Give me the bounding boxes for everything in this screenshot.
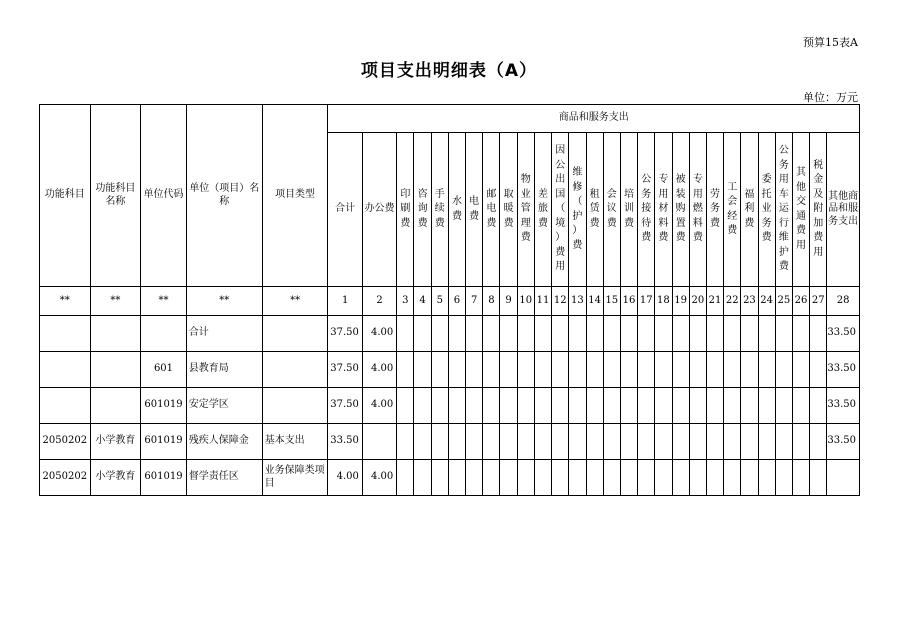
empty-cell — [603, 460, 620, 496]
total-cell: 37.50 — [328, 352, 362, 388]
header-col-26: 其 他 交 通 费 用 — [792, 133, 809, 287]
func-name-cell — [90, 388, 141, 424]
empty-cell — [655, 352, 672, 388]
empty-cell — [483, 388, 500, 424]
header-col-28: 其他商品和服务支出 — [827, 133, 860, 287]
empty-cell — [689, 388, 706, 424]
empty-cell — [775, 316, 792, 352]
empty-cell — [655, 316, 672, 352]
index-cell: ** — [262, 287, 328, 316]
empty-cell — [448, 316, 465, 352]
empty-cell — [758, 388, 775, 424]
empty-cell — [706, 352, 723, 388]
empty-cell — [500, 352, 517, 388]
index-cell: 3 — [397, 287, 414, 316]
unit-name-cell: 残疾人保障金 — [186, 424, 262, 460]
empty-cell — [414, 316, 431, 352]
unit-name-cell: 合计 — [186, 316, 262, 352]
empty-cell — [620, 424, 637, 460]
index-cell: 26 — [792, 287, 809, 316]
index-cell: 20 — [689, 287, 706, 316]
project-type-cell — [262, 352, 328, 388]
header-col-14: 租 赁 费 — [586, 133, 603, 287]
empty-cell — [792, 388, 809, 424]
unit-name-cell: 安定学区 — [186, 388, 262, 424]
empty-cell — [775, 388, 792, 424]
empty-cell — [620, 352, 637, 388]
header-unit-name: 单位（项目）名称 — [186, 105, 262, 287]
office-cell: 4.00 — [362, 388, 396, 424]
header-col-4: 咨 询 费 — [414, 133, 431, 287]
header-group: 商品和服务支出 — [328, 105, 860, 133]
func-name-cell — [90, 352, 141, 388]
empty-cell — [483, 352, 500, 388]
header-col-1: 合计 — [328, 133, 362, 287]
func-code-cell — [40, 352, 91, 388]
index-cell: ** — [186, 287, 262, 316]
header-func-code: 功能科目 — [40, 105, 91, 287]
empty-cell — [655, 424, 672, 460]
func-name-cell: 小学教育 — [90, 424, 141, 460]
empty-cell — [534, 460, 551, 496]
index-cell: 21 — [706, 287, 723, 316]
header-col-25: 公 务 用 车 运 行 维 护 费 — [775, 133, 792, 287]
header-col-11: 差 旅 费 — [534, 133, 551, 287]
empty-cell — [603, 388, 620, 424]
table-row — [40, 388, 860, 424]
empty-cell — [552, 352, 569, 388]
empty-cell — [397, 316, 414, 352]
empty-cell — [724, 352, 741, 388]
office-cell: 4.00 — [362, 316, 396, 352]
other-cell: 33.50 — [827, 316, 860, 352]
empty-cell — [431, 316, 448, 352]
index-cell: 10 — [517, 287, 534, 316]
empty-cell — [792, 460, 809, 496]
header-col-5: 手 续 费 — [431, 133, 448, 287]
header-col-13: 维 修 （ 护 ） 费 — [569, 133, 586, 287]
empty-cell — [466, 460, 483, 496]
empty-cell — [466, 388, 483, 424]
empty-cell — [534, 352, 551, 388]
empty-cell — [483, 424, 500, 460]
empty-cell — [534, 424, 551, 460]
project-type-cell — [262, 316, 328, 352]
empty-cell — [689, 424, 706, 460]
index-cell: 23 — [741, 287, 758, 316]
header-col-8: 邮 电 费 — [483, 133, 500, 287]
empty-cell — [517, 424, 534, 460]
empty-cell — [569, 316, 586, 352]
empty-cell — [448, 424, 465, 460]
index-cell: 17 — [638, 287, 655, 316]
empty-cell — [414, 388, 431, 424]
index-cell: ** — [90, 287, 141, 316]
empty-cell — [706, 388, 723, 424]
empty-cell — [397, 388, 414, 424]
total-cell: 37.50 — [328, 316, 362, 352]
empty-cell — [810, 460, 827, 496]
empty-cell — [517, 460, 534, 496]
index-cell: 25 — [775, 287, 792, 316]
header-col-27: 税 金 及 附 加 费 用 — [810, 133, 827, 287]
empty-cell — [758, 460, 775, 496]
header-col-7: 电 费 — [466, 133, 483, 287]
empty-cell — [569, 460, 586, 496]
empty-cell — [466, 352, 483, 388]
empty-cell — [638, 388, 655, 424]
index-cell: 2 — [362, 287, 396, 316]
func-code-cell — [40, 388, 91, 424]
empty-cell — [638, 352, 655, 388]
header-project-type: 项目类型 — [262, 105, 328, 287]
index-cell: 1 — [328, 287, 362, 316]
empty-cell — [603, 424, 620, 460]
project-type-cell — [262, 388, 328, 424]
empty-cell — [431, 388, 448, 424]
empty-cell — [397, 460, 414, 496]
unit-code-cell: 601019 — [141, 424, 187, 460]
index-cell: 6 — [448, 287, 465, 316]
empty-cell — [500, 388, 517, 424]
empty-cell — [552, 424, 569, 460]
unit-code-cell — [141, 316, 187, 352]
header-col-12: 因 公 出 国 （ 境 ） 费 用 — [552, 133, 569, 287]
unit-name-cell: 督学责任区 — [186, 460, 262, 496]
index-cell: 28 — [827, 287, 860, 316]
empty-cell — [448, 388, 465, 424]
func-name-cell: 小学教育 — [90, 460, 141, 496]
empty-cell — [431, 352, 448, 388]
empty-cell — [792, 352, 809, 388]
header-col-10: 物 业 管 理 费 — [517, 133, 534, 287]
empty-cell — [810, 316, 827, 352]
empty-cell — [431, 424, 448, 460]
empty-cell — [706, 316, 723, 352]
index-cell: 19 — [672, 287, 689, 316]
empty-cell — [448, 460, 465, 496]
empty-cell — [810, 424, 827, 460]
empty-cell — [741, 316, 758, 352]
total-cell: 4.00 — [328, 460, 362, 496]
empty-cell — [724, 388, 741, 424]
empty-cell — [431, 460, 448, 496]
index-cell: 24 — [758, 287, 775, 316]
other-cell — [827, 460, 860, 496]
empty-cell — [586, 388, 603, 424]
header-col-22: 工 会 经 费 — [724, 133, 741, 287]
empty-cell — [758, 424, 775, 460]
index-cell: 18 — [655, 287, 672, 316]
index-cell: 15 — [603, 287, 620, 316]
index-cell: 14 — [586, 287, 603, 316]
table-row — [40, 424, 860, 460]
other-cell: 33.50 — [827, 352, 860, 388]
empty-cell — [586, 460, 603, 496]
index-cell: 11 — [534, 287, 551, 316]
empty-cell — [792, 424, 809, 460]
header-col-20: 专 用 燃 料 费 — [689, 133, 706, 287]
empty-cell — [741, 460, 758, 496]
empty-cell — [672, 316, 689, 352]
table-row — [40, 460, 860, 496]
empty-cell — [466, 424, 483, 460]
total-cell: 33.50 — [328, 424, 362, 460]
empty-cell — [758, 352, 775, 388]
other-cell: 33.50 — [827, 424, 860, 460]
header-col-16: 培 训 费 — [620, 133, 637, 287]
empty-cell — [534, 388, 551, 424]
empty-cell — [603, 316, 620, 352]
header-col-3: 印 刷 费 — [397, 133, 414, 287]
func-code-cell: 2050202 — [40, 460, 91, 496]
empty-cell — [397, 352, 414, 388]
empty-cell — [741, 424, 758, 460]
empty-cell — [724, 316, 741, 352]
empty-cell — [534, 316, 551, 352]
empty-cell — [414, 460, 431, 496]
empty-cell — [638, 316, 655, 352]
unit-label: 单位：万元 — [803, 91, 858, 104]
empty-cell — [672, 352, 689, 388]
empty-cell — [586, 352, 603, 388]
other-cell: 33.50 — [827, 388, 860, 424]
empty-cell — [500, 460, 517, 496]
index-cell: 22 — [724, 287, 741, 316]
func-code-cell: 2050202 — [40, 424, 91, 460]
empty-cell — [569, 388, 586, 424]
table-row — [40, 316, 860, 352]
index-cell: 27 — [810, 287, 827, 316]
empty-cell — [517, 352, 534, 388]
empty-cell — [586, 424, 603, 460]
empty-cell — [483, 316, 500, 352]
empty-cell — [552, 388, 569, 424]
total-cell: 37.50 — [328, 388, 362, 424]
empty-cell — [603, 352, 620, 388]
index-cell: ** — [141, 287, 187, 316]
form-number: 预算15表A — [803, 36, 858, 49]
empty-cell — [552, 316, 569, 352]
empty-cell — [741, 352, 758, 388]
header-col-19: 被 装 购 置 费 — [672, 133, 689, 287]
office-cell — [362, 424, 396, 460]
empty-cell — [672, 424, 689, 460]
page-title: 项目支出明细表（A） — [360, 61, 538, 81]
empty-cell — [672, 388, 689, 424]
index-cell: 16 — [620, 287, 637, 316]
empty-cell — [775, 424, 792, 460]
empty-cell — [586, 316, 603, 352]
header-col-15: 会 议 费 — [603, 133, 620, 287]
empty-cell — [414, 352, 431, 388]
empty-cell — [500, 316, 517, 352]
index-cell: 5 — [431, 287, 448, 316]
empty-cell — [775, 352, 792, 388]
header-col-9: 取 暖 费 — [500, 133, 517, 287]
empty-cell — [689, 316, 706, 352]
empty-cell — [706, 460, 723, 496]
unit-name-cell: 县教育局 — [186, 352, 262, 388]
index-cell: 9 — [500, 287, 517, 316]
empty-cell — [689, 352, 706, 388]
empty-cell — [620, 316, 637, 352]
header-unit-code: 单位代码 — [141, 105, 187, 287]
empty-cell — [689, 460, 706, 496]
empty-cell — [638, 460, 655, 496]
empty-cell — [706, 424, 723, 460]
header-col-23: 福 利 费 — [741, 133, 758, 287]
empty-cell — [552, 460, 569, 496]
empty-cell — [483, 460, 500, 496]
empty-cell — [724, 424, 741, 460]
index-cell: 7 — [466, 287, 483, 316]
project-type-cell: 基本支出 — [262, 424, 328, 460]
empty-cell — [448, 352, 465, 388]
header-func-name: 功能科目名称 — [90, 105, 141, 287]
header-col-6: 水 费 — [448, 133, 465, 287]
empty-cell — [517, 316, 534, 352]
empty-cell — [638, 424, 655, 460]
empty-cell — [792, 316, 809, 352]
empty-cell — [500, 424, 517, 460]
header-col-2: 办公费 — [362, 133, 396, 287]
header-col-24: 委 托 业 务 费 — [758, 133, 775, 287]
header-col-17: 公 务 接 待 费 — [638, 133, 655, 287]
index-cell: 12 — [552, 287, 569, 316]
index-cell: 8 — [483, 287, 500, 316]
empty-cell — [741, 388, 758, 424]
empty-cell — [620, 388, 637, 424]
empty-cell — [724, 460, 741, 496]
empty-cell — [655, 388, 672, 424]
empty-cell — [775, 460, 792, 496]
empty-cell — [517, 388, 534, 424]
header-col-18: 专 用 材 料 费 — [655, 133, 672, 287]
project-type-cell: 业务保障类项目 — [262, 460, 328, 496]
empty-cell — [810, 388, 827, 424]
index-cell: 4 — [414, 287, 431, 316]
expense-table — [39, 104, 860, 496]
empty-cell — [672, 460, 689, 496]
empty-cell — [466, 316, 483, 352]
unit-code-cell: 601019 — [141, 388, 187, 424]
func-code-cell — [40, 316, 91, 352]
office-cell: 4.00 — [362, 460, 396, 496]
func-name-cell — [90, 316, 141, 352]
empty-cell — [569, 352, 586, 388]
index-cell: 13 — [569, 287, 586, 316]
table-row — [40, 352, 860, 388]
header-col-21: 劳 务 费 — [706, 133, 723, 287]
empty-cell — [758, 316, 775, 352]
empty-cell — [569, 424, 586, 460]
empty-cell — [397, 424, 414, 460]
index-cell: ** — [40, 287, 91, 316]
empty-cell — [414, 424, 431, 460]
empty-cell — [620, 460, 637, 496]
unit-code-cell: 601019 — [141, 460, 187, 496]
unit-code-cell: 601 — [141, 352, 187, 388]
empty-cell — [655, 460, 672, 496]
office-cell: 4.00 — [362, 352, 396, 388]
empty-cell — [810, 352, 827, 388]
